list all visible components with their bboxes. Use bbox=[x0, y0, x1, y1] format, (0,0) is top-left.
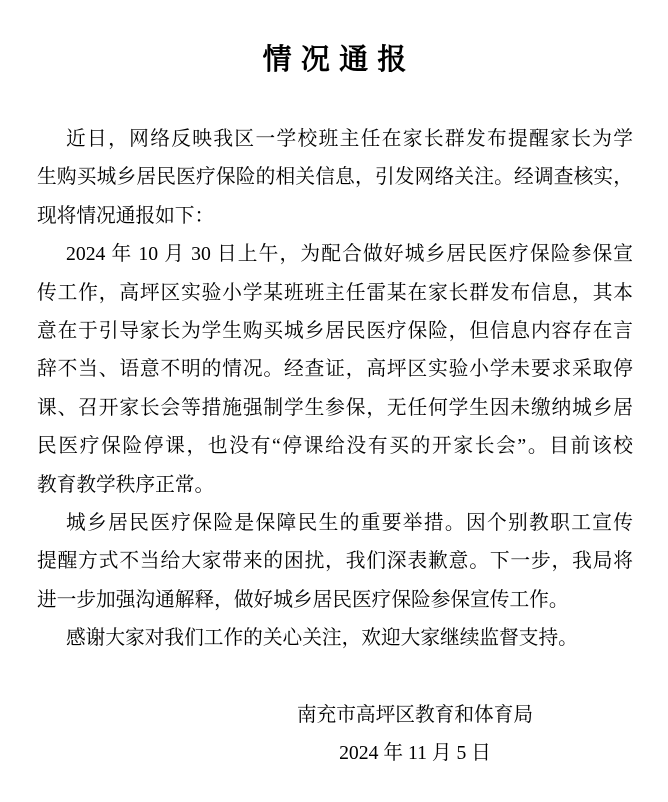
body-line: 课、召开家长会等措施强制学生参保，无任何学生因未缴纳城乡居 bbox=[37, 396, 633, 419]
body-line: 现将情况通报如下： bbox=[37, 204, 215, 227]
body-line: 感谢大家对我们工作的关心关注，欢迎大家继续监督支持。 bbox=[66, 627, 578, 650]
body-line: 生购买城乡居民医疗保险的相关信息，引发网络关注。经调查核实， bbox=[37, 166, 633, 189]
body-line: 城乡居民医疗保险是保障民生的重要举措。因个别教职工宣传 bbox=[66, 512, 633, 535]
body-line: 教育教学秩序正常。 bbox=[37, 473, 215, 496]
issue-date: 2024 年 11 月 5 日 bbox=[339, 742, 491, 765]
body-line: 民医疗保险停课，也没有“停课给没有买的开家长会”。目前该校 bbox=[37, 435, 633, 458]
body-line: 辞不当、语意不明的情况。经查证，高坪区实验小学未要求采取停 bbox=[37, 358, 633, 381]
body-line: 进一步加强沟通解释，做好城乡居民医疗保险参保宣传工作。 bbox=[37, 588, 569, 611]
document-title: 情 况 通 报 bbox=[262, 44, 408, 76]
body-line: 意在于引导家长为学生购买城乡居民医疗保险，但信息内容存在言 bbox=[37, 320, 633, 343]
body-line: 2024 年 10 月 30 日上午，为配合做好城乡居民医疗保险参保宣 bbox=[66, 243, 633, 266]
body-line: 传工作，高坪区实验小学某班班主任雷某在家长群发布信息，其本 bbox=[37, 281, 633, 304]
body-line: 提醒方式不当给大家带来的困扰，我们深表歉意。下一步，我局将 bbox=[37, 550, 633, 573]
signature-block bbox=[265, 696, 565, 773]
paragraph bbox=[37, 235, 633, 504]
body-line: 近日，网络反映我区一学校班主任在家长群发布提醒家长为学 bbox=[66, 128, 633, 150]
document-body bbox=[37, 120, 633, 773]
paragraph bbox=[37, 120, 633, 235]
paragraph bbox=[37, 504, 633, 619]
paragraph bbox=[37, 619, 633, 657]
issuing-authority: 南充市高坪区教育和体育局 bbox=[296, 704, 534, 727]
blank-line bbox=[37, 658, 633, 696]
